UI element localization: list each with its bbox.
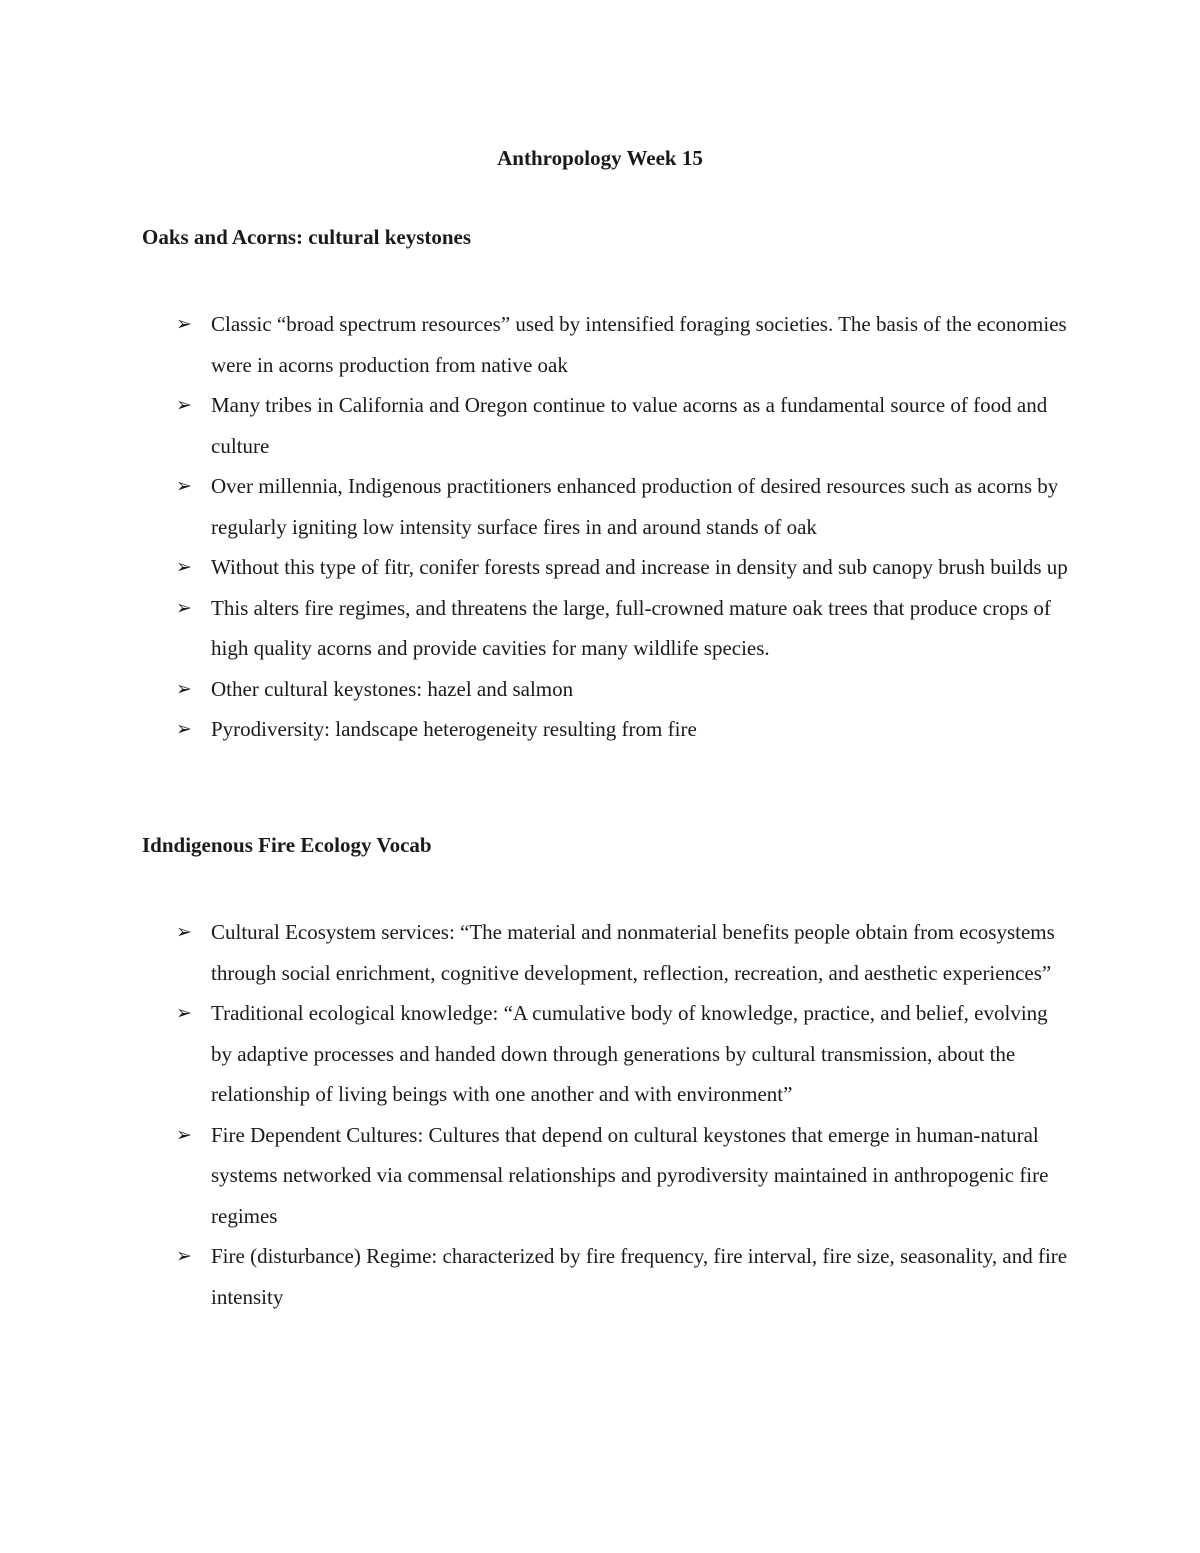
list-item-text: Cultural Ecosystem services: “The material and nonmaterial benefits people obtain from ecosystems through social enrichment, cognitive development, reflection, recreation, and aesthetic experiences” <box>211 920 1055 985</box>
arrow-bullet-icon: ➢ <box>176 313 192 335</box>
list-item-text: Fire (disturbance) Regime: characterized by fire frequency, fire interval, fire size, seasonality, and fire intensity <box>211 1244 1068 1309</box>
list-item <box>176 547 1076 588</box>
arrow-bullet-icon: ➢ <box>176 718 192 740</box>
list-item <box>176 709 1076 750</box>
list-item-text: Pyrodiversity: landscape heterogeneity resulting from fire <box>211 717 697 741</box>
list-item-text: Over millennia, Indigenous practitioners enhanced production of desired resources such as acorns by regularly igniting low intensity surface fires in and around stands of oak <box>211 474 1059 539</box>
list-item-text: Traditional ecological knowledge: “A cumulative body of knowledge, practice, and belief, evolving by adaptive processes and handed down through generations by cultural transmission, about the relationship of living beings with one another and with environment” <box>211 1001 1048 1106</box>
list-item-text: Other cultural keystones: hazel and salmon <box>211 676 574 701</box>
oaks-acorns-bullet-list <box>176 304 1076 750</box>
arrow-bullet-icon: ➢ <box>176 1123 192 1146</box>
list-item <box>176 912 1076 993</box>
arrow-bullet-icon: ➢ <box>176 394 192 416</box>
list-item-text: Fire Dependent Cultures: Cultures that depend on cultural keystones that emerge in human-natural systems networked via commensal relationships and pyrodiversity maintained in anthropogenic fire regimes <box>211 1122 1049 1228</box>
section-heading-oaks-and-acorns: Oaks and Acorns: cultural keystones <box>142 225 472 249</box>
arrow-bullet-icon: ➢ <box>176 677 192 700</box>
list-item <box>176 466 1076 547</box>
list-item <box>176 1236 1076 1317</box>
page-title: Anthropology Week 15 <box>497 146 703 170</box>
fire-ecology-vocab-bullet-list <box>176 912 1076 1317</box>
arrow-bullet-icon: ➢ <box>176 1245 192 1267</box>
list-item-text: This alters fire regimes, and threatens the large, full-crowned mature oak trees that produce crops of high quality acorns and provide cavities for many wildlife species. <box>211 595 1051 660</box>
list-item <box>176 385 1076 466</box>
list-item <box>176 1115 1076 1237</box>
list-item-text: Many tribes in California and Oregon continue to value acorns as a fundamental source of food and culture <box>211 393 1048 458</box>
arrow-bullet-icon: ➢ <box>176 475 192 497</box>
section-heading-fire-ecology-vocab: Idndigenous Fire Ecology Vocab <box>142 833 432 857</box>
list-item <box>176 304 1076 385</box>
list-item <box>176 588 1076 669</box>
arrow-bullet-icon: ➢ <box>176 556 192 578</box>
arrow-bullet-icon: ➢ <box>176 1002 192 1024</box>
arrow-bullet-icon: ➢ <box>176 921 192 943</box>
list-item <box>176 993 1076 1115</box>
list-item <box>176 669 1076 710</box>
list-item-text: Without this type of fitr, conifer forests spread and increase in density and sub canopy brush builds up <box>211 555 1068 579</box>
arrow-bullet-icon: ➢ <box>176 596 192 619</box>
list-item-text: Classic “broad spectrum resources” used by intensified foraging societies. The basis of the economies were in acorns production from native oak <box>211 312 1067 377</box>
